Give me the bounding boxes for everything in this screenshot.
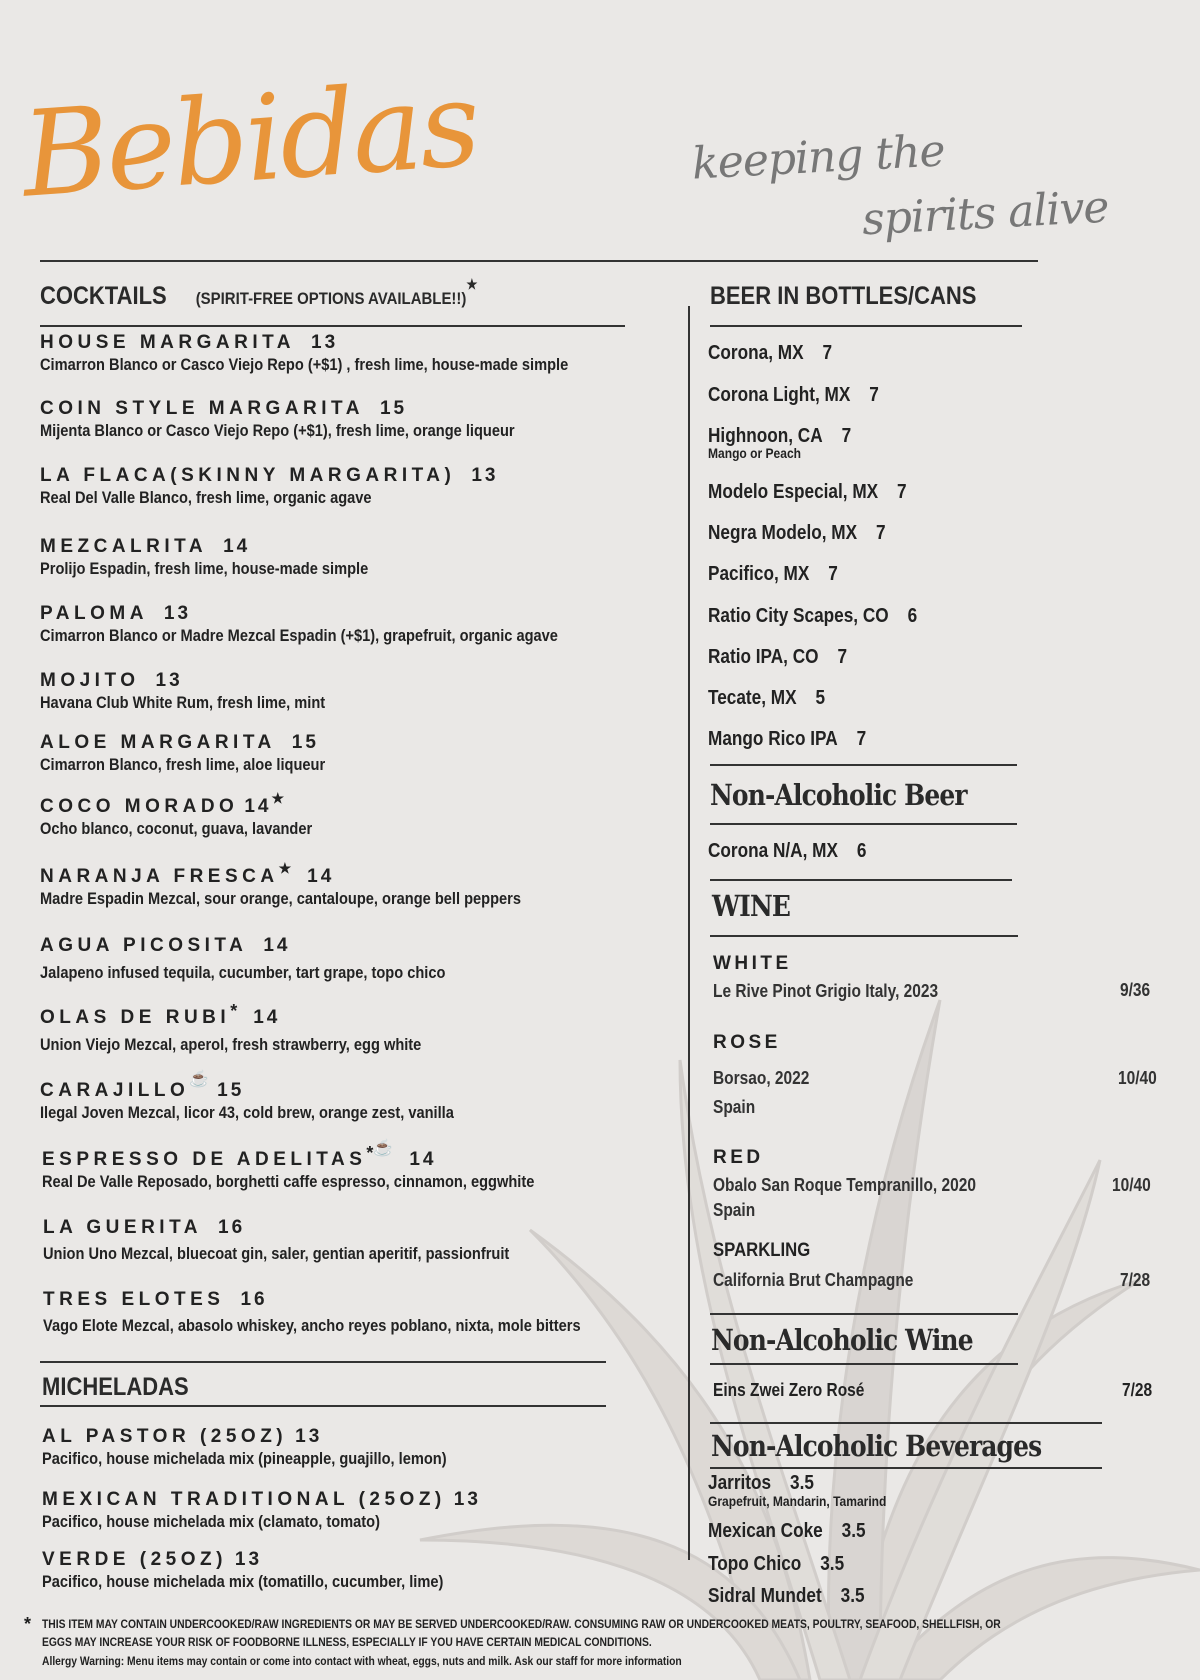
wine-category-rose: ROSE <box>713 1032 781 1053</box>
beverage-item-note: Grapefruit, Mandarin, Tamarind <box>708 1493 887 1509</box>
micheladas-heading: MICHELADAS <box>42 1373 189 1401</box>
cocktail-item: COCO MORADO 14★ Ocho blanco, coconut, guava, lavander <box>40 790 313 838</box>
na-beverages-heading: Non-Alcoholic Beverages <box>711 1429 1042 1463</box>
na-wine-divider <box>710 1363 1018 1365</box>
header-divider <box>40 260 1038 262</box>
micheladas-top-divider <box>40 1361 606 1363</box>
beer-item: Pacifico, MX 7 <box>708 563 838 585</box>
beverage-item: Sidral Mundet 3.5 <box>708 1585 865 1607</box>
wine-origin: Spain <box>713 1097 756 1117</box>
na-beer-item: Corona N/A, MX 6 <box>708 840 867 862</box>
beer-item: Mango Rico IPA 7 <box>708 728 867 750</box>
cocktail-item: NARANJA FRESCA★ 14 Madre Espadin Mezcal, sour orange, cantaloupe, orange bell peppers <box>40 860 521 908</box>
na-wine-item: Eins Zwei Zero Rosé <box>713 1380 865 1400</box>
cocktail-item: LA GUERITA 16 Union Uno Mezcal, bluecoat gin, saler, gentian aperitif, passionfruit <box>43 1217 510 1263</box>
star-mark: ★ <box>278 860 292 876</box>
wine-price: 7/28 <box>1120 1270 1151 1290</box>
beer-item: Modelo Especial, MX 7 <box>708 481 907 503</box>
cocktail-item: HOUSE MARGARITA 13 Cimarron Blanco or Casco Viejo Repo (+$1) , fresh lime, house-made simple <box>40 332 569 374</box>
beer-item: Tecate, MX 5 <box>708 687 826 709</box>
beer-item-note: Mango or Peach <box>708 445 802 461</box>
wine-item: Borsao, 2022 <box>713 1068 810 1088</box>
wine-item: Obalo San Roque Tempranillo, 2020 <box>713 1175 976 1195</box>
cocktail-item: MOJITO 13 Havana Club White Rum, fresh lime, mint <box>40 670 326 712</box>
asterisk-mark: * <box>230 1001 238 1021</box>
wine-bottom-divider <box>710 1313 1018 1315</box>
michelada-item: MEXICAN TRADITIONAL (25OZ) 13 Pacifico, house michelada mix (clamato, tomato) <box>42 1489 481 1531</box>
wine-price: 9/36 <box>1120 980 1151 1000</box>
coffee-cup-icon: ☕ <box>189 1071 210 1088</box>
wine-item: Le Rive Pinot Grigio Italy, 2023 <box>713 981 939 1001</box>
na-wine-price: 7/28 <box>1122 1380 1153 1400</box>
cocktail-item: ALOE MARGARITA 15 Cimarron Blanco, fresh lime, aloe liqueur <box>40 732 326 774</box>
beer-item: Highnoon, CA 7 <box>708 425 852 447</box>
cocktail-item: MEZCALRITA 14 Prolijo Espadin, fresh lime, house-made simple <box>40 536 369 578</box>
na-wine-bottom-divider <box>710 1422 1102 1424</box>
na-beer-heading: Non-Alcoholic Beer <box>710 778 967 812</box>
tagline-line-2: spirits alive <box>860 181 1110 246</box>
wine-heading: WINE <box>712 889 791 923</box>
allergy-warning: Allergy Warning: Menu items may contain or come into contact with wheat, eggs, nuts and milk. Ask our staff for more information <box>42 1654 682 1668</box>
beverage-item: Jarritos 3.5 <box>708 1472 814 1494</box>
coffee-cup-icon: ☕ <box>373 1140 394 1157</box>
cocktail-item: OLAS DE RUBI* 14 Union Viejo Mezcal, aperol, fresh strawberry, egg white <box>40 1001 422 1054</box>
cocktail-item: TRES ELOTES 16 Vago Elote Mezcal, abasolo whiskey, ancho reyes poblano, nixta, mole bitters <box>43 1289 581 1335</box>
beverage-item: Mexican Coke 3.5 <box>708 1520 866 1542</box>
footer-warning-line-1: THIS ITEM MAY CONTAIN UNDERCOOKED/RAW INGREDIENTS OR MAY BE SERVED UNDERCOOKED/RAW. CONSUMING RAW OR UNDERCOOKED MEATS, POULTRY, SEAFOOD, SHELLFISH, OR <box>42 1617 1001 1631</box>
wine-item: California Brut Champagne <box>713 1270 914 1290</box>
cocktail-item: CARAJILLO☕15 Ilegal Joven Mezcal, licor 43, cold brew, orange zest, vanilla <box>40 1071 454 1122</box>
asterisk-mark: * <box>366 1143 374 1163</box>
cocktails-heading: COCKTAILS (SPIRIT-FREE OPTIONS AVAILABLE!!)★ <box>40 276 478 310</box>
star-mark: ★ <box>271 790 285 806</box>
beer-item: Negra Modelo, MX 7 <box>708 522 886 544</box>
wine-category-red: RED <box>713 1147 764 1168</box>
michelada-item: VERDE (25OZ) 13 Pacifico, house michelada mix (tomatillo, cucumber, lime) <box>42 1549 444 1591</box>
wine-category-white: WHITE <box>713 953 792 974</box>
cocktail-item: AGUA PICOSITA 14 Jalapeno infused tequila, cucumber, tart grape, topo chico <box>40 935 446 982</box>
beer-item: Corona Light, MX 7 <box>708 384 879 406</box>
menu-title: Bebidas <box>17 54 482 224</box>
cocktails-divider <box>40 325 625 327</box>
micheladas-divider <box>40 1405 606 1407</box>
wine-price: 10/40 <box>1118 1068 1157 1088</box>
na-beer-top-divider <box>710 764 1017 766</box>
tagline-line-1: keeping the <box>690 125 946 190</box>
footer-asterisk: * <box>24 1614 32 1634</box>
cocktail-item: ESPRESSO DE ADELITAS*☕14 Real De Valle Reposado, borghetti caffe espresso, cinnamon, eggwhite <box>42 1140 535 1191</box>
star-mark: ★ <box>466 276 478 292</box>
michelada-item: AL PASTOR (25OZ) 13 Pacifico, house michelada mix (pineapple, guajillo, lemon) <box>42 1426 447 1468</box>
na-beverages-divider <box>710 1467 1102 1469</box>
cocktail-item: PALOMA 13 Cimarron Blanco or Madre Mezcal Espadin (+$1), grapefruit, organic agave <box>40 603 558 645</box>
footer-warning-line-2: EGGS MAY INCREASE YOUR RISK OF FOODBORNE ILLNESS, ESPECIALLY IF YOU HAVE CERTAIN MEDICAL CONDITIONS. <box>42 1635 652 1649</box>
cocktail-item: COIN STYLE MARGARITA 15 Mijenta Blanco or Casco Viejo Repo (+$1), fresh lime, orange liqueur <box>40 398 515 440</box>
cocktail-item: LA FLACA(SKINNY MARGARITA) 13 Real Del Valle Blanco, fresh lime, organic agave <box>40 465 499 507</box>
beer-item: Ratio City Scapes, CO 6 <box>708 605 918 627</box>
wine-origin: Spain <box>713 1200 756 1220</box>
na-beer-divider <box>710 823 1017 825</box>
beer-divider <box>710 325 1022 327</box>
beverage-item: Topo Chico 3.5 <box>708 1553 845 1575</box>
beer-item: Corona, MX 7 <box>708 342 833 364</box>
wine-category-sparkling: SPARKLING <box>713 1240 811 1261</box>
column-divider <box>688 306 690 1560</box>
beer-item: Ratio IPA, CO 7 <box>708 646 848 668</box>
na-beer-bottom-divider <box>710 879 1012 881</box>
na-wine-heading: Non-Alcoholic Wine <box>711 1323 973 1357</box>
beer-heading: BEER IN BOTTLES/CANS <box>710 282 977 310</box>
wine-price: 10/40 <box>1112 1175 1151 1195</box>
wine-divider <box>710 935 1018 937</box>
spirit-free-note: (SPIRIT-FREE OPTIONS AVAILABLE!!) <box>195 289 467 308</box>
